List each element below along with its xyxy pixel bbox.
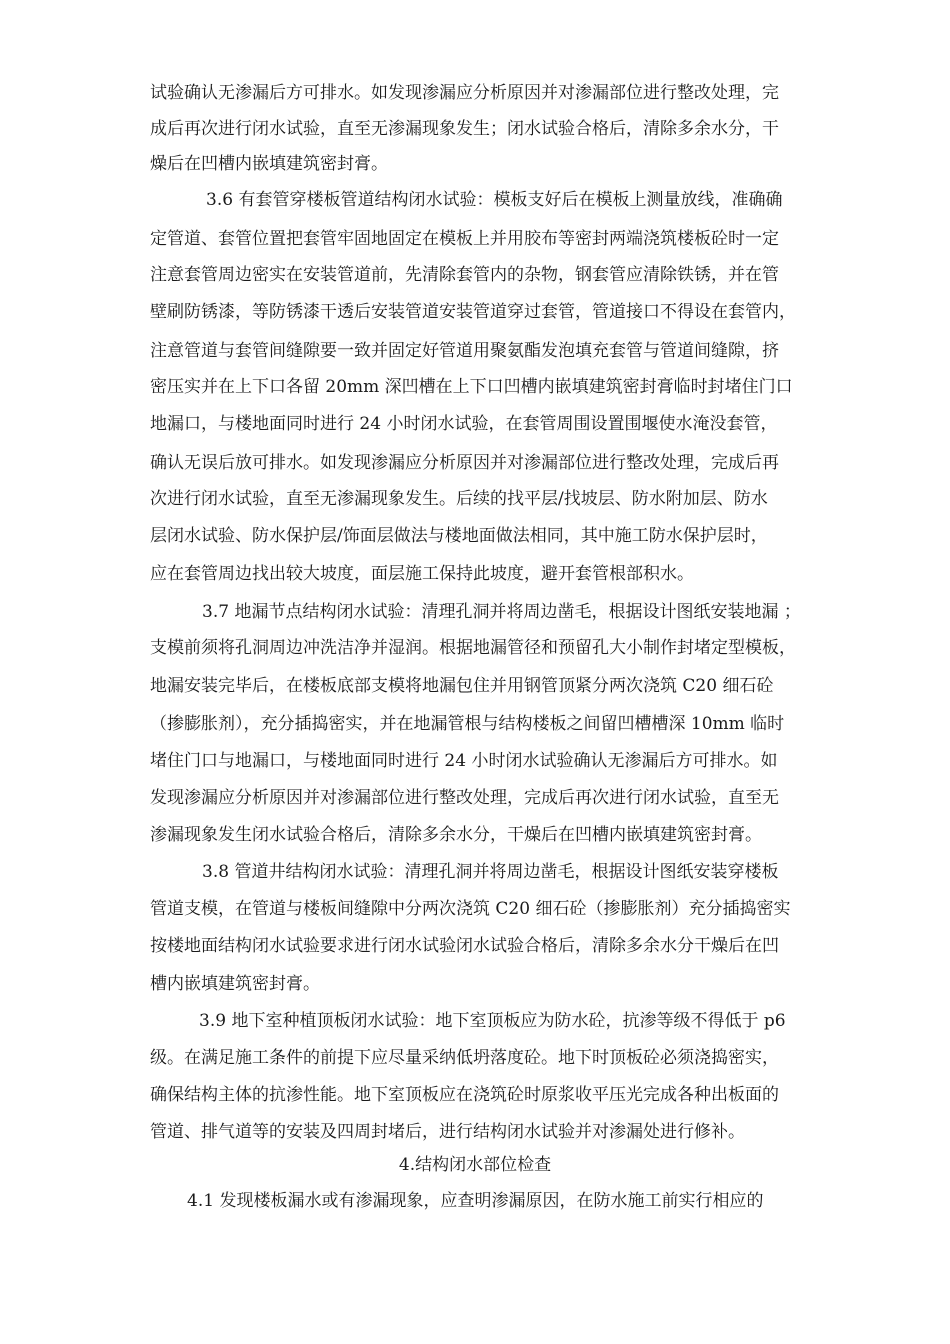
text-line: 成后再次进行闭水试验，直至无渗漏现象发生；闭水试验合格后，清除多余水分，干 — [150, 119, 779, 139]
text-line: 层闭水试验、防水保护层/饰面层做法与楼地面做法相同，其中施工防水保护层时， — [150, 526, 768, 546]
text-line: 地漏安装完毕后，在楼板底部支模将地漏包住并用钢管顶紧分两次浇筑 C20 细石砼 — [150, 676, 774, 696]
paragraph-3-9-start: 3.9 地下室种植顶板闭水试验：地下室顶板应为防水砼，抗渗等级不得低于 p6 — [199, 1011, 786, 1031]
text-line: 应在套管周边找出较大坡度，面层施工保持此坡度，避开套管根部积水。 — [150, 564, 694, 584]
text-line: 渗漏现象发生闭水试验合格后，清除多余水分，干燥后在凹槽内嵌填建筑密封膏。 — [150, 825, 762, 845]
text-line: 按楼地面结构闭水试验要求进行闭水试验闭水试验合格后，清除多余水分干燥后在凹 — [150, 936, 779, 956]
text-line: 燥后在凹槽内嵌填建筑密封膏。 — [150, 154, 388, 174]
text-line: 槽内嵌填建筑密封膏。 — [150, 974, 320, 994]
paragraph-3-8-start: 3.8 管道井结构闭水试验：清理孔洞并将周边凿毛，根据设计图纸安装穿楼板 — [202, 862, 779, 882]
text-line: 发现渗漏应分析原因并对渗漏部位进行整改处理，完成后再次进行闭水试验，直至无 — [150, 788, 779, 808]
paragraph-3-7-start: 3.7 地漏节点结构闭水试验：清理孔洞并将周边凿毛，根据设计图纸安装地漏 ； — [202, 602, 801, 622]
text-line: 级。在满足施工条件的前提下应尽量采纳低坍落度砼。地下时顶板砼必须浇捣密实， — [150, 1048, 779, 1068]
paragraph-4-1-start: 4.1 发现楼板漏水或有渗漏现象，应查明渗漏原因，在防水施工前实行相应的 — [187, 1191, 764, 1211]
text-line: 支模前须将孔洞周边冲洗洁净并湿润。根据地漏管径和预留孔大小制作封堵定型模板， — [150, 638, 796, 658]
text-line: 管道、排气道等的安装及四周封堵后，进行结构闭水试验并对渗漏处进行修补。 — [150, 1122, 745, 1142]
text-line: 试验确认无渗漏后方可排水。如发现渗漏应分析原因并对渗漏部位进行整改处理，完 — [150, 83, 779, 103]
text-line: 次进行闭水试验，直至无渗漏现象发生。后续的找平层/找坡层、防水附加层、防水 — [150, 489, 768, 509]
text-line: 定管道、套管位置把套管牢固地固定在模板上并用胶布等密封两端浇筑楼板砼时一定 — [150, 229, 779, 249]
text-line: 地漏口，与楼地面同时进行 24 小时闭水试验，在套管周围设置围堰使水淹没套管， — [150, 414, 778, 434]
text-line: 确认无误后放可排水。如发现渗漏应分析原因并对渗漏部位进行整改处理，完成后再 — [150, 453, 779, 473]
text-line: 确保结构主体的抗渗性能。地下室顶板应在浇筑砼时原浆收平压光完成各种出板面的 — [150, 1085, 779, 1105]
text-line: 壁刷防锈漆，等防锈漆干透后安装管道安装管道穿过套管，管道接口不得设在套管内， — [150, 302, 796, 322]
section-heading: 4.结构闭水部位检查 — [398, 1155, 552, 1175]
paragraph-3-6-start: 3.6 有套管穿楼板管道结构闭水试验：模板支好后在模板上测量放线，准确确 — [206, 190, 783, 210]
text-line: 注意管道与套管间缝隙要一致并固定好管道用聚氨酯发泡填充套管与管道间缝隙，挤 — [150, 341, 779, 361]
text-line: 管道支模，在管道与楼板间缝隙中分两次浇筑 C20 细石砼（掺膨胀剂）充分插捣密实 — [150, 899, 791, 919]
text-line: 堵住门口与地漏口，与楼地面同时进行 24 小时闭水试验确认无渗漏后方可排水。如 — [150, 751, 778, 771]
text-line: 注意套管周边密实在安装管道前，先清除套管内的杂物，钢套管应清除铁锈，并在管 — [150, 265, 779, 285]
text-line: 密压实并在上下口各留 20mm 深凹槽在上下口凹槽内嵌填建筑密封膏临时封堵住门口 — [150, 377, 793, 397]
text-line: （掺膨胀剂），充分插捣密实，并在地漏管根与结构楼板之间留凹槽槽深 10mm 临时 — [150, 714, 785, 734]
